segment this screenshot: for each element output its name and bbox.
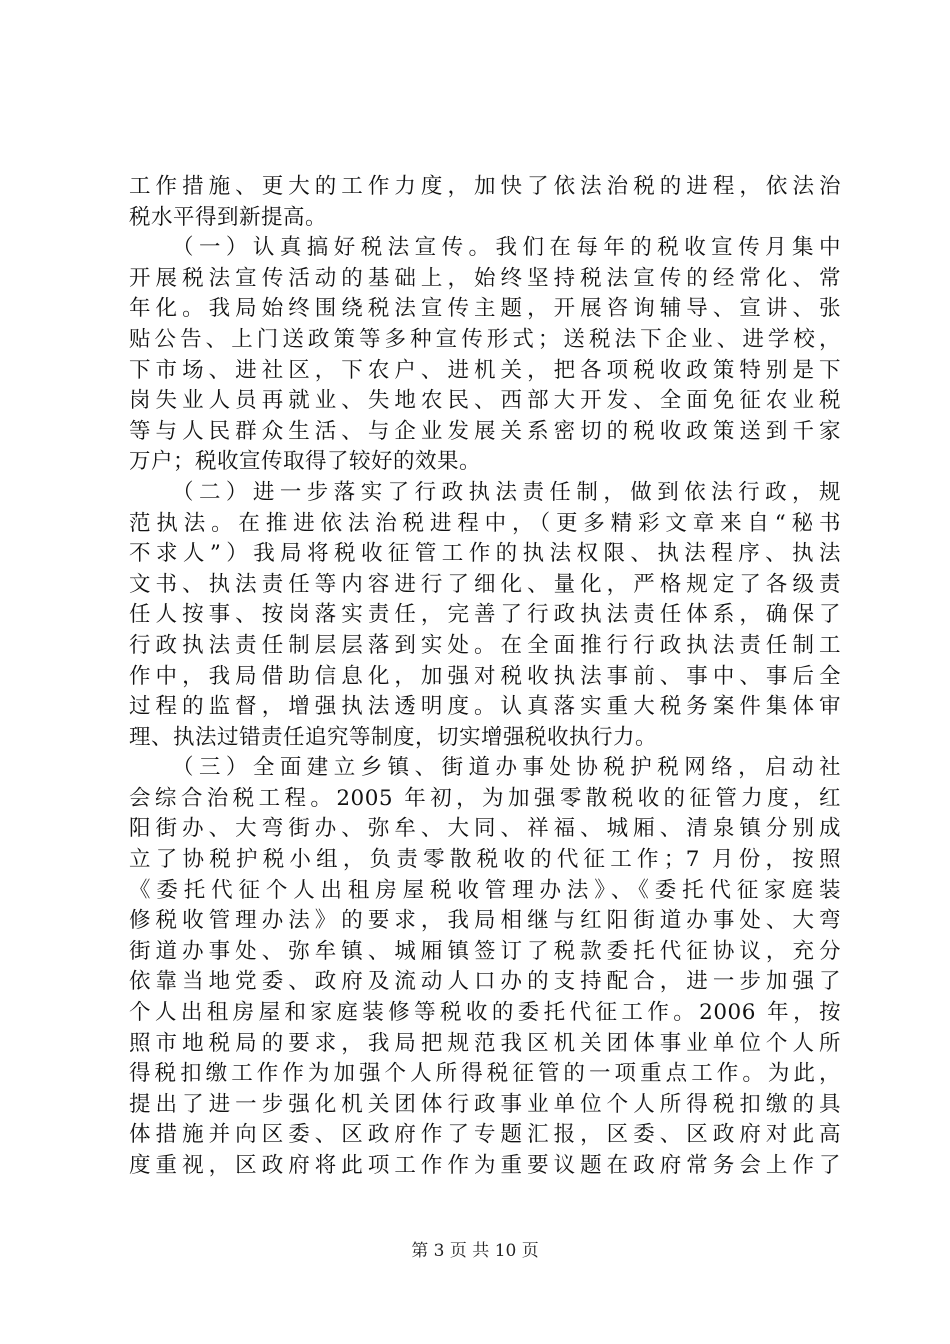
text-line: 贴公告、上门送政策等多种宣传形式；送税法下企业、进学校， — [129, 326, 841, 352]
text-line: 依靠当地党委、政府及流动人口办的支持配合，进一步加强了 — [129, 969, 841, 995]
page-number-footer: 第 3 页 共 10 页 — [411, 1241, 539, 1261]
text-line: 任人按事、按岗落实责任，完善了行政执法责任体系，确保了 — [129, 602, 841, 628]
text-line: 不求人”）我局将税收征管工作的执法权限、执法程序、执法 — [129, 541, 841, 567]
text-line: 工作措施、更大的工作力度，加快了依法治税的进程，依法治 — [129, 174, 841, 199]
text-line: 个人出租房屋和家庭装修等税收的委托代征工作。2006 年，按 — [129, 1000, 841, 1026]
text-line: 等与人民群众生活、与企业发展关系密切的税收政策送到千家 — [129, 418, 841, 444]
paragraph-heading-line: （二）进一步落实了行政执法责任制，做到依法行政，规 — [172, 479, 841, 505]
text-line: 立了协税护税小组，负责零散税收的代征工作；7 月份，按照 — [129, 847, 841, 873]
text-line: 会综合治税工程。2005 年初，为加强零散税收的征管力度，红 — [129, 785, 841, 811]
text-line: 作中，我局借助信息化，加强对税收执法事前、事中、事后全 — [129, 663, 841, 689]
text-line: 得税扣缴工作作为加强个人所得税征管的一项重点工作。为此， — [129, 1061, 841, 1087]
paragraph-heading-line: （三）全面建立乡镇、街道办事处协税护税网络，启动社 — [172, 755, 841, 781]
text-line: 《委托代征个人出租房屋税收管理办法》、《委托代征家庭装 — [129, 877, 841, 903]
text-line: 开展税法宣传活动的基础上，始终坚持税法宣传的经常化、常 — [129, 265, 841, 291]
paragraph-heading-line: （一）认真搞好税法宣传。我们在每年的税收宣传月集中 — [172, 235, 841, 261]
text-line: 照市地税局的要求，我局把规范我区机关团体事业单位个人所 — [129, 1030, 841, 1056]
text-line: 年化。我局始终围绕税法宣传主题，开展咨询辅导、宣讲、张 — [129, 296, 841, 322]
text-line: 行政执法责任制层层落到实处。在全面推行行政执法责任制工 — [129, 632, 841, 658]
text-line: 文书、执法责任等内容进行了细化、量化，严格规定了各级责 — [129, 571, 841, 597]
text-line: 阳街办、大弯街办、弥牟、大同、祥福、城厢、清泉镇分别成 — [129, 816, 841, 842]
text-line: 过程的监督，增强执法透明度。认真落实重大税务案件集体审 — [129, 694, 841, 720]
text-line: 修税收管理办法》的要求，我局相继与红阳街道办事处、大弯 — [129, 908, 841, 934]
text-line: 度重视，区政府将此项工作作为重要议题在政府常务会上作了 — [129, 1153, 841, 1178]
text-line: 税水平得到新提高。 — [129, 204, 328, 230]
text-line: 体措施并向区委、区政府作了专题汇报，区委、区政府对此高 — [129, 1122, 841, 1148]
text-line: 下市场、进社区，下农户、进机关，把各项税收政策特别是下 — [129, 357, 841, 383]
text-line: 理、执法过错责任追究等制度，切实增强税收执行力。 — [129, 724, 658, 750]
text-line: 万户；税收宣传取得了较好的效果。 — [129, 449, 482, 475]
text-line: 街道办事处、弥牟镇、城厢镇签订了税款委托代征协议，充分 — [129, 938, 841, 964]
text-line: 提出了进一步强化机关团体行政事业单位个人所得税扣缴的具 — [129, 1091, 841, 1117]
text-line: 岗失业人员再就业、失地农民、西部大开发、全面免征农业税 — [129, 388, 841, 414]
body-text — [129, 172, 841, 1182]
text-line: 范执法。在推进依法治税进程中，（更多精彩文章来自“秘书 — [129, 510, 841, 536]
